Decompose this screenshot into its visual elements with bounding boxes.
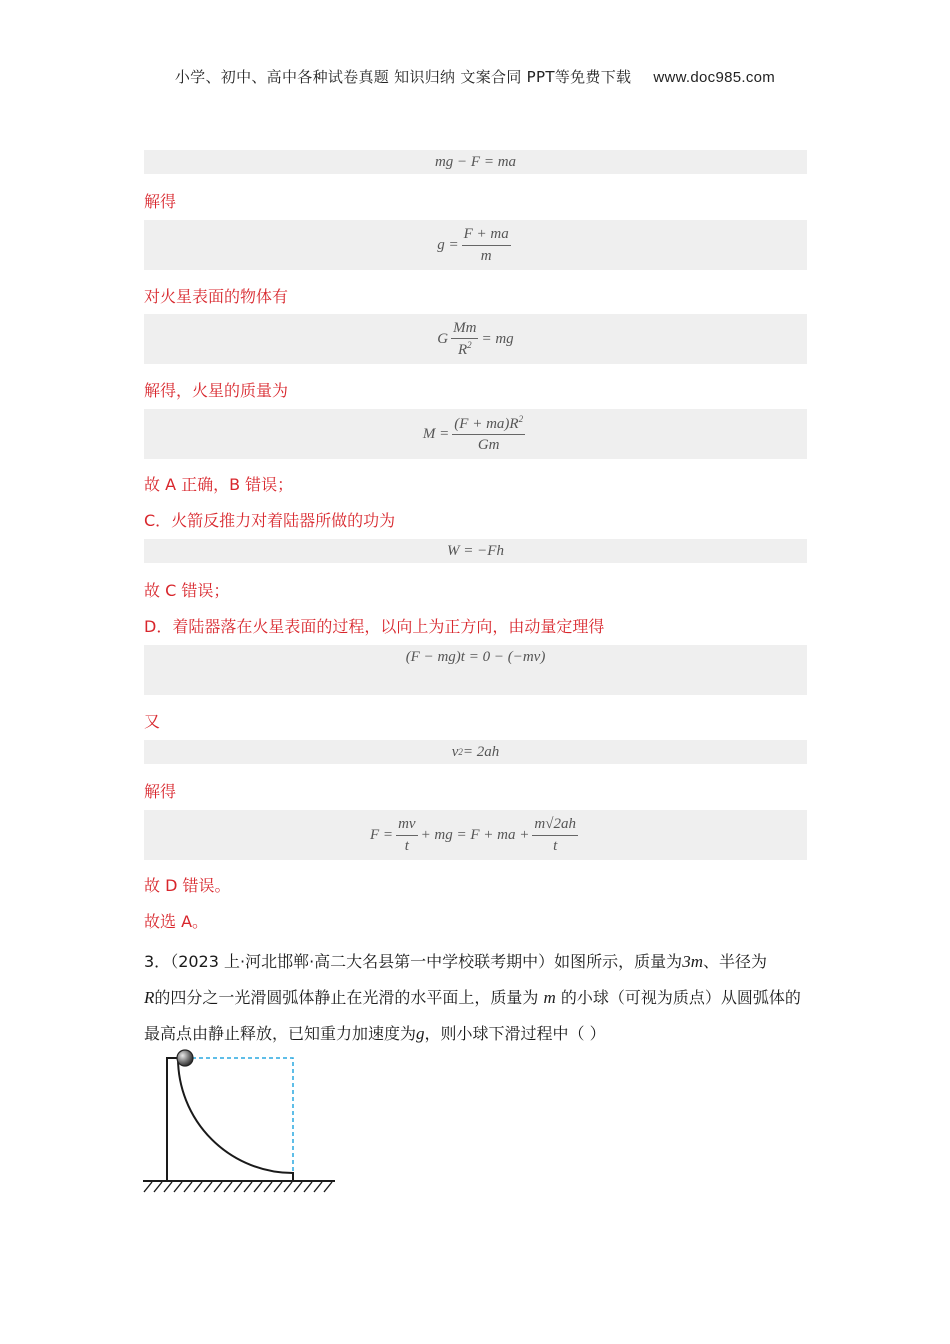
text-a-correct: 故 A 正确，B 错误； — [144, 475, 294, 494]
text-solve-1: 解得 — [144, 192, 177, 211]
formula-mass: M = $\frac{(F + ma)R^2}{Gm}$ — [144, 409, 807, 459]
formula-momentum: (F − mg)t = 0 − (−mv) — [144, 645, 807, 695]
arc-diagram — [140, 1042, 340, 1202]
fraction-gravity: $\frac{Mm}{R^2}$ — [453, 319, 477, 358]
formula-velocity: v 2 = 2ah — [144, 740, 807, 764]
formula-work: W = −Fh — [144, 539, 807, 563]
ball — [177, 1050, 193, 1066]
text-c-wrong: 故 C 错误； — [144, 581, 230, 600]
question-3: 3．（2023 上·河北邯郸·高二大名县第一中学校联考期中）如图所示，质量为3m、半径为 R的四分之一光滑圆弧体静止在光滑的水平面上，质量为 m 的小球（可视为质点）从圆弧体的最高点由静止释放，已知重力加速度为g，则小球下滑过程中（ ） — [144, 952, 801, 1043]
ground-hatch — [144, 1182, 332, 1192]
text-solve-2: 解得 — [144, 782, 177, 801]
text-d-wrong: 故 D 错误。 — [144, 876, 231, 895]
fraction-g: $\frac{F + ma}{m}$ — [463, 226, 509, 264]
fraction-mass: $\frac{(F + ma)R^2}{Gm}$ — [454, 413, 524, 453]
quarter-arc-body — [167, 1058, 293, 1181]
formula-gravity: G $\frac{Mm}{R^2}$ = mg — [144, 314, 807, 364]
text-option-d: D．着陆器落在火星表面的过程，以向上为正方向，由动量定理得 — [144, 617, 605, 636]
formula-g: g = $\frac{F + ma}{m}$ — [144, 220, 807, 270]
text-also: 又 — [144, 712, 161, 731]
text-answer-a: 故选 A。 — [144, 912, 209, 931]
formula-force: F = $\frac{mv}{t}$ + mg = F + ma + $\frac{m√2ah}{t}$ — [144, 810, 807, 860]
page-header — [0, 66, 950, 87]
text-mars-surface: 对火星表面的物体有 — [144, 287, 289, 306]
text-option-c: C．火箭反推力对着陆器所做的功为 — [144, 511, 396, 530]
formula-newton: mg − F = ma — [144, 150, 807, 174]
header-text: 小学、初中、高中各种试卷真题 知识归纳 文案合同 PPT等免费下载 — [174, 68, 632, 86]
header-site: www.doc985.com — [653, 69, 776, 86]
text-mars-mass: 解得，火星的质量为 — [144, 381, 289, 400]
